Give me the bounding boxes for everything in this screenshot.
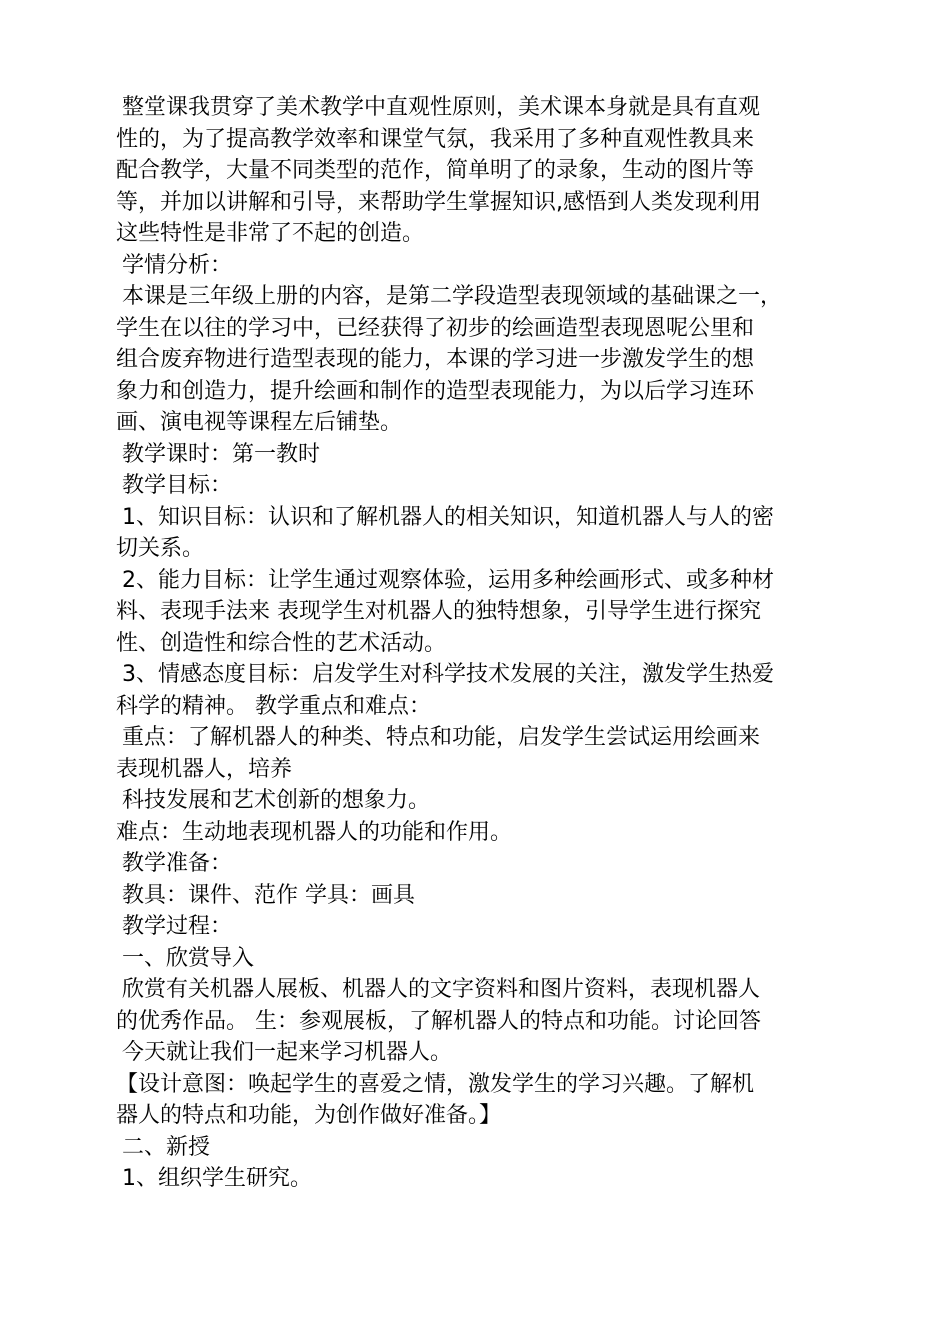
section-heading: 教学过程： [122, 914, 233, 939]
paragraph-line: 学生在以往的学习中，已经获得了初步的绘画造型表现恩呢公里和 [116, 315, 755, 341]
section-heading: 一、欣赏导入 [122, 945, 255, 971]
paragraph-line: 组合废弃物进行造型表现的能力，本课的学习进一步激发学生的想 [116, 347, 755, 372]
paragraph-line: 配合教学，大量不同类型的范作，简单明了的录象，生动的图片等 [116, 158, 755, 183]
section-heading: 教学目标： [122, 473, 233, 498]
paragraph-line: 料、表现手法来 表现学生对机器人的独特想象，引导学生进行探究 [116, 599, 761, 624]
paragraph-line: 【设计意图：唤起学生的喜爱之情，激发学生的学习兴趣。了解机 [116, 1071, 755, 1097]
paragraph-line: 性的，为了提高教学效率和课堂气氛，我采用了多种直观性教具来 [116, 126, 755, 152]
document-body [116, 92, 836, 1195]
section-heading: 二、新授 [122, 1134, 211, 1160]
paragraph-line: 器人的特点和功能，为创作做好准备。】 [116, 1103, 502, 1128]
list-item: 2、能力目标：让学生通过观察体验，运用多种绘画形式、或多种材 [122, 567, 774, 593]
list-item: 1、知识目标：认识和了解机器人的相关知识，知道机器人与人的密 [122, 504, 774, 530]
paragraph-line: 难点：生动地表现机器人的功能和作用。 [116, 819, 513, 845]
paragraph-line: 表现机器人，培养 [116, 756, 293, 782]
paragraph-line: 这些特性是非常了不起的创造。 [116, 221, 425, 246]
paragraph-line: 切关系。 [116, 536, 205, 561]
list-item: 3、情感态度目标：启发学生对科学技术发展的关注，激发学生热爱 [122, 662, 774, 687]
paragraph-line: 整堂课我贯穿了美术教学中直观性原则，美术课本身就是具有直观 [122, 95, 761, 120]
list-item: 1、组织学生研究。 [122, 1166, 312, 1191]
section-heading: 教学课时：第一教时 [122, 441, 321, 467]
paragraph-line: 科学的精神。 教学重点和难点： [116, 693, 431, 719]
paragraph-line: 本课是三年级上册的内容，是第二学段造型表现领域的基础课之一， [122, 284, 783, 309]
paragraph-line: 象力和创造力，提升绘画和制作的造型表现能力，为以后学习连环 [116, 378, 755, 404]
paragraph-line: 性、创造性和综合性的艺术活动。 [116, 630, 447, 656]
paragraph-line: 的优秀作品。 生：参观展板，了解机器人的特点和功能。讨论回答 [116, 1008, 761, 1034]
paragraph-line: 教具：课件、范作 学具：画具 [122, 882, 415, 908]
paragraph-line: 科技发展和艺术创新的想象力。 [122, 788, 431, 813]
section-heading: 教学准备： [122, 851, 233, 876]
paragraph-line: 画、演电视等课程左后铺垫。 [116, 410, 403, 435]
paragraph-line: 今天就让我们一起来学习机器人。 [122, 1040, 453, 1065]
paragraph-line: 欣赏有关机器人展板、机器人的文字资料和图片资料，表现机器人 [122, 977, 761, 1002]
paragraph-line: 重点：了解机器人的种类、特点和功能，启发学生尝试运用绘画来 [122, 725, 761, 750]
paragraph-line: 等，并加以讲解和引导，来帮助学生掌握知识,感悟到人类发现利用 [116, 189, 761, 215]
section-heading: 学情分析： [122, 252, 233, 278]
